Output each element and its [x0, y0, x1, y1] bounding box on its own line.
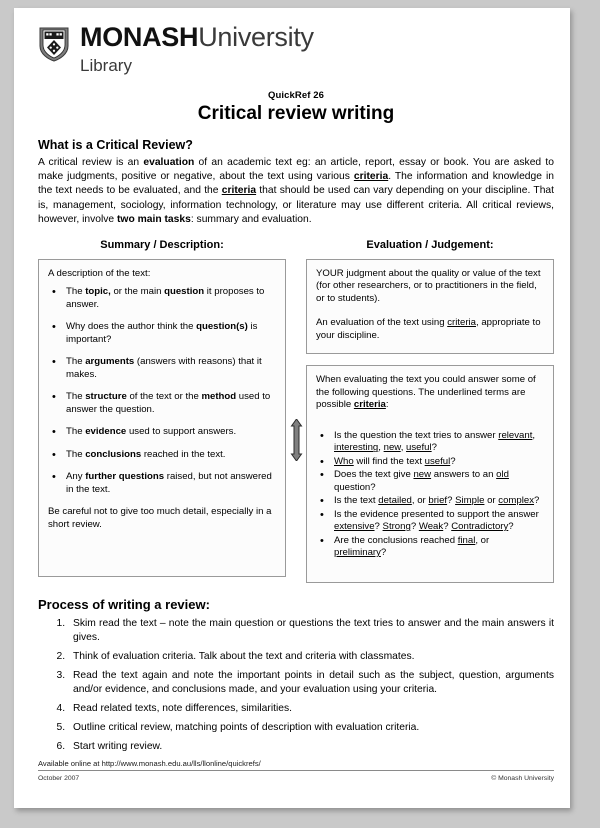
list-item: 4. Read related texts, note differences, similarities.: [68, 702, 554, 716]
question-text: ?: [447, 495, 456, 507]
brand-wordmark: [80, 24, 314, 74]
process-steps-list: [38, 617, 554, 754]
evaluation-paragraph-2: [316, 317, 544, 342]
footer-divider: [38, 770, 554, 771]
bullet-text: it proposes to answer.: [66, 286, 265, 310]
list-item: [316, 430, 544, 455]
list-item: [48, 391, 276, 416]
list-item: [48, 286, 276, 311]
document-page: [14, 8, 570, 808]
criteria-term: new: [383, 442, 401, 454]
criteria-term: Contradictory: [451, 521, 509, 533]
question-text: answers to an: [431, 469, 497, 481]
question-text: ?: [443, 521, 452, 533]
list-item: [316, 469, 544, 494]
question-text: ?: [508, 521, 514, 533]
criteria-term: detailed: [378, 495, 412, 507]
available-online-text: Available online at http://www.monash.edu.au/lls/llonline/quickrefs/: [38, 759, 261, 769]
list-item: 2. Think of evaluation criteria. Talk about the text and criteria with classmates.: [68, 650, 554, 664]
question-text: Does the text give: [334, 469, 414, 481]
criteria-term: Simple: [455, 495, 485, 507]
monash-shield-crest-icon: [38, 26, 70, 62]
evaluation-column: [306, 239, 554, 583]
question-text: or: [484, 495, 499, 507]
question-text: Is the question the text tries to answer: [334, 429, 499, 441]
evaluation-paragraph-1: YOUR judgment about the quality or value of the text (for other researchers, or to practitioners in the field, or to students).: [316, 268, 541, 304]
criteria-term: Who: [334, 455, 354, 467]
list-item: [316, 456, 544, 468]
bullet-bold-term: method: [201, 391, 237, 403]
bullet-text: (answers with reasons) that it makes.: [66, 356, 262, 380]
bullet-bold-term: arguments: [85, 356, 135, 368]
bullet-text: The: [66, 286, 86, 298]
intro-text-d: that should be used can vary depending on your discipline. That is, management, sociology, information technology, or literature may use different criteria. All critical reviews, however, involve: [38, 185, 555, 225]
questions-lead-text: [316, 374, 544, 411]
criteria-term: final: [457, 534, 476, 546]
list-item: [48, 321, 276, 346]
criteria-term: useful: [406, 442, 432, 454]
footer-date: October 2007: [38, 775, 80, 783]
summary-column-heading: Summary / Description:: [100, 239, 224, 252]
question-text: question?: [334, 481, 376, 493]
bullet-text: The: [66, 426, 86, 438]
question-text: ?: [380, 546, 387, 558]
criteria-term: Strong: [382, 521, 411, 533]
evaluation-column-heading: Evaluation / Judgement:: [366, 239, 494, 252]
criteria-term: relevant: [498, 429, 533, 441]
bullet-bold-term: question(s): [196, 321, 248, 333]
list-item: [48, 471, 276, 496]
bullet-text: The: [66, 356, 86, 368]
summary-lead-text: A description of the text:: [48, 268, 151, 280]
intro-term-criteria-1: criteria: [353, 171, 389, 183]
evaluation-text-b: , appropriate to your discipline.: [316, 317, 541, 341]
questions-lead-b: :: [385, 399, 389, 411]
list-item: [48, 356, 276, 381]
bullet-text: used to answer the question.: [66, 391, 271, 415]
summary-closing-text: Be careful not to give too much detail, especially in a short review.: [48, 506, 272, 530]
list-item: 1. Skim read the text – note the main question or questions the text tries to answer and the main answers it gives.: [68, 617, 554, 645]
question-text: , or: [475, 534, 490, 546]
question-text: Is the text: [334, 495, 379, 507]
brand-sub-library: Library: [80, 56, 132, 75]
bullet-text: Any: [66, 471, 86, 483]
intro-term-criteria-2: criteria: [221, 185, 257, 197]
list-item: 3. Read the text again and note the important points in detail such as the subject, question, arguments and/or evidence, and conclusions made, and your evaluation using your criteria.: [68, 669, 554, 697]
evaluation-term-criteria: criteria: [447, 317, 476, 329]
section-heading-process: Process of writing a review:: [38, 597, 210, 613]
question-text: ,: [532, 429, 536, 441]
criteria-term: complex: [498, 495, 535, 507]
evaluation-questions-box: [306, 365, 554, 583]
intro-text-a: A critical review is an: [38, 157, 144, 168]
list-item: [316, 535, 544, 560]
question-text: Are the conclusions reached: [334, 534, 458, 546]
intro-text-b: of an academic text eg: an article, report, essay or book. You are asked to make judgments, positive or negative, about the text using various: [38, 157, 554, 183]
questions-term-criteria: criteria: [353, 399, 386, 411]
criteria-term: preliminary: [334, 546, 381, 558]
list-item: [316, 495, 544, 507]
bullet-text: reached in the text.: [141, 448, 226, 460]
bullet-text: Why does the author think the: [66, 321, 197, 333]
question-text: ?: [410, 521, 419, 533]
bullet-text: The: [66, 448, 86, 460]
two-column-section: [38, 239, 554, 583]
brand-header: [38, 24, 554, 74]
bullet-text: or the main: [110, 286, 165, 298]
quickref-number: QuickRef 26: [267, 90, 324, 101]
list-item: [48, 426, 276, 438]
question-text: will find the text: [353, 455, 425, 467]
bullet-text: used to support answers.: [126, 426, 237, 438]
bullet-text: raised, but not answered in the text.: [66, 471, 272, 495]
bullet-bold-term: evidence: [85, 426, 127, 438]
questions-lead-a: When evaluating the text you could answer some of the following questions. The underlined terms are possible: [316, 374, 536, 411]
evaluation-judgement-box: [306, 259, 554, 354]
intro-text-c: . The information and knowledge in the text needs to be evaluated, and the: [38, 171, 554, 197]
footer-copyright: © Monash University: [491, 775, 554, 783]
list-item: [316, 509, 544, 534]
bullet-bold-term: conclusions: [85, 448, 142, 460]
question-text: Is the evidence presented to support the answer: [334, 508, 539, 520]
question-text: ,: [400, 442, 407, 454]
intro-text-e: : summary and evaluation.: [190, 213, 312, 225]
bullet-text: of the text or the: [126, 391, 202, 403]
summary-description-box: [38, 259, 286, 577]
question-text: ?: [450, 455, 456, 467]
bullet-bold-term: topic,: [85, 286, 111, 298]
evaluation-questions-list: [316, 430, 544, 560]
list-item: 6. Start writing review.: [68, 740, 554, 754]
section-heading-what-is: What is a Critical Review?: [38, 138, 193, 152]
bullet-text: The: [66, 391, 86, 403]
intro-term-evaluation: evaluation: [143, 157, 195, 168]
criteria-term: extensive: [334, 521, 375, 533]
bullet-bold-term: further questions: [85, 471, 165, 483]
intro-paragraph: [38, 156, 554, 227]
criteria-term: old: [496, 469, 509, 481]
summary-bullet-list: [48, 286, 276, 496]
page-title: Critical review writing: [197, 103, 395, 124]
question-text: ?: [374, 521, 383, 533]
criteria-term: brief: [428, 495, 448, 507]
footer: [38, 775, 554, 782]
bullet-bold-term: structure: [85, 391, 127, 403]
summary-column: [38, 239, 286, 583]
criteria-term: Weak: [418, 521, 444, 533]
double-headed-arrow-icon: [288, 419, 305, 461]
paragraph-spacer: [316, 307, 544, 317]
brand-name-monash: MONASH: [80, 22, 199, 52]
list-item: [48, 449, 276, 461]
bullet-text: is important?: [66, 321, 258, 345]
question-text: ?: [534, 495, 540, 507]
paragraph-spacer: [316, 414, 544, 424]
intro-term-two-main-tasks: two main tasks: [117, 213, 191, 225]
question-text: ?: [431, 442, 437, 454]
criteria-term: useful: [424, 455, 451, 467]
question-text: , or: [411, 495, 429, 507]
evaluation-text-a: An evaluation of the text using: [316, 317, 448, 329]
list-item: 5. Outline critical review, matching points of description with evaluation criteria.: [68, 721, 554, 735]
bullet-bold-term: question: [164, 286, 205, 298]
question-text: ,: [378, 442, 384, 454]
brand-name-university: University: [198, 22, 314, 52]
criteria-term: new: [413, 469, 432, 481]
criteria-term: interesting: [334, 442, 379, 454]
title-block: [38, 90, 554, 125]
column-gap: [286, 239, 306, 583]
page-content: [38, 20, 554, 782]
